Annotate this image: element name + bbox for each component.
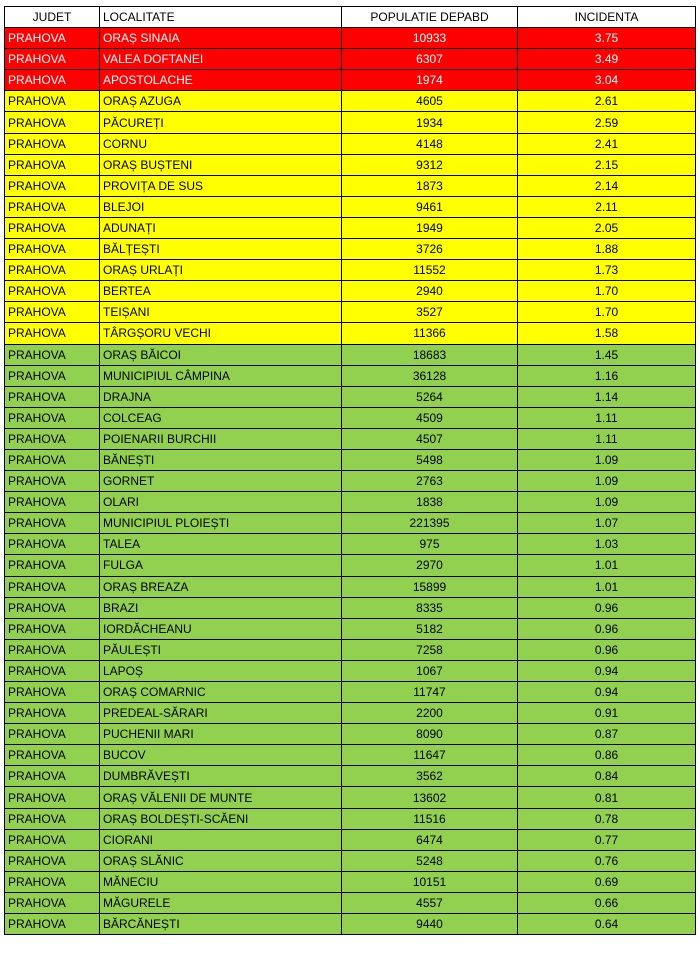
table-row — [5, 766, 696, 787]
cell-incidenta[interactable]: 1.58 — [518, 323, 696, 344]
cell-judet[interactable]: PRAHOVA — [5, 365, 100, 386]
cell-localitate[interactable]: ORAȘ AZUGA — [100, 91, 342, 112]
cell-localitate[interactable]: MUNICIPIUL PLOIEȘTI — [100, 513, 342, 534]
cell-localitate[interactable]: ORAȘ VĂLENII DE MUNTE — [100, 787, 342, 808]
cell-judet[interactable]: PRAHOVA — [5, 49, 100, 70]
cell-localitate[interactable]: ORAȘ BOLDEȘTI-SCĂENI — [100, 808, 342, 829]
table-row — [5, 260, 696, 281]
table-row — [5, 217, 696, 238]
cell-incidenta[interactable]: 0.94 — [518, 682, 696, 703]
cell-localitate[interactable]: BĂRCĂNEȘTI — [100, 914, 342, 935]
cell-populatie[interactable]: 36128 — [342, 365, 518, 386]
cell-localitate[interactable]: TEIȘANI — [100, 302, 342, 323]
cell-localitate[interactable]: IORDĂCHEANU — [100, 618, 342, 639]
cell-localitate[interactable]: DRAJNA — [100, 386, 342, 407]
cell-judet[interactable]: PRAHOVA — [5, 302, 100, 323]
cell-populatie[interactable]: 11552 — [342, 260, 518, 281]
cell-incidenta[interactable]: 1.03 — [518, 534, 696, 555]
cell-populatie[interactable]: 3726 — [342, 239, 518, 260]
table-row — [5, 618, 696, 639]
table-row — [5, 49, 696, 70]
cell-incidenta[interactable]: 0.91 — [518, 703, 696, 724]
table-row — [5, 239, 696, 260]
cell-localitate[interactable]: OLARI — [100, 492, 342, 513]
cell-judet[interactable]: PRAHOVA — [5, 787, 100, 808]
cell-judet[interactable]: PRAHOVA — [5, 449, 100, 470]
cell-populatie[interactable]: 8090 — [342, 724, 518, 745]
table-row — [5, 175, 696, 196]
cell-populatie[interactable]: 975 — [342, 534, 518, 555]
header-judet[interactable]: JUDET — [5, 7, 100, 28]
cell-localitate[interactable]: BUCOV — [100, 745, 342, 766]
cell-localitate[interactable]: LAPOȘ — [100, 660, 342, 681]
cell-localitate[interactable]: PROVIȚA DE SUS — [100, 175, 342, 196]
cell-judet[interactable]: PRAHOVA — [5, 386, 100, 407]
cell-localitate[interactable]: BRAZI — [100, 597, 342, 618]
cell-incidenta[interactable]: 0.96 — [518, 639, 696, 660]
cell-incidenta[interactable]: 1.11 — [518, 428, 696, 449]
cell-incidenta[interactable]: 1.14 — [518, 386, 696, 407]
cell-localitate[interactable]: MĂGURELE — [100, 892, 342, 913]
cell-localitate[interactable]: ADUNAȚI — [100, 217, 342, 238]
cell-localitate[interactable]: BLEJOI — [100, 196, 342, 217]
table-row — [5, 682, 696, 703]
cell-incidenta[interactable]: 0.76 — [518, 850, 696, 871]
incidence-table — [4, 6, 696, 935]
cell-populatie[interactable]: 221395 — [342, 513, 518, 534]
cell-populatie[interactable]: 9461 — [342, 196, 518, 217]
cell-judet[interactable]: PRAHOVA — [5, 112, 100, 133]
table-row — [5, 91, 696, 112]
cell-localitate[interactable]: TÂRGȘORU VECHI — [100, 323, 342, 344]
header-localitate[interactable]: LOCALITATE — [100, 7, 342, 28]
cell-localitate[interactable]: PĂULEȘTI — [100, 639, 342, 660]
cell-populatie[interactable]: 3562 — [342, 766, 518, 787]
table-row — [5, 449, 696, 470]
cell-incidenta[interactable]: 0.96 — [518, 618, 696, 639]
cell-incidenta[interactable]: 1.73 — [518, 260, 696, 281]
cell-judet[interactable]: PRAHOVA — [5, 534, 100, 555]
cell-judet[interactable]: PRAHOVA — [5, 471, 100, 492]
table-row — [5, 365, 696, 386]
cell-populatie[interactable]: 10933 — [342, 28, 518, 49]
cell-populatie[interactable]: 4148 — [342, 133, 518, 154]
cell-populatie[interactable]: 11747 — [342, 682, 518, 703]
table-row — [5, 576, 696, 597]
cell-judet[interactable]: PRAHOVA — [5, 260, 100, 281]
table-row — [5, 892, 696, 913]
cell-incidenta[interactable]: 1.01 — [518, 576, 696, 597]
cell-populatie[interactable]: 1949 — [342, 217, 518, 238]
cell-incidenta[interactable]: 3.75 — [518, 28, 696, 49]
cell-judet[interactable]: PRAHOVA — [5, 28, 100, 49]
cell-populatie[interactable]: 1974 — [342, 70, 518, 91]
cell-localitate[interactable]: ORAȘ BĂICOI — [100, 344, 342, 365]
cell-incidenta[interactable]: 0.96 — [518, 597, 696, 618]
cell-judet[interactable]: PRAHOVA — [5, 323, 100, 344]
cell-judet[interactable]: PRAHOVA — [5, 892, 100, 913]
cell-incidenta[interactable]: 0.81 — [518, 787, 696, 808]
cell-incidenta[interactable]: 1.09 — [518, 449, 696, 470]
cell-judet[interactable]: PRAHOVA — [5, 766, 100, 787]
cell-incidenta[interactable]: 1.70 — [518, 302, 696, 323]
cell-populatie[interactable]: 4507 — [342, 428, 518, 449]
cell-judet[interactable]: PRAHOVA — [5, 576, 100, 597]
cell-judet[interactable]: PRAHOVA — [5, 618, 100, 639]
cell-judet[interactable]: PRAHOVA — [5, 196, 100, 217]
cell-judet[interactable]: PRAHOVA — [5, 91, 100, 112]
cell-incidenta[interactable]: 1.07 — [518, 513, 696, 534]
cell-incidenta[interactable]: 2.61 — [518, 91, 696, 112]
cell-incidenta[interactable]: 1.70 — [518, 281, 696, 302]
cell-localitate[interactable]: ORAȘ SLĂNIC — [100, 850, 342, 871]
cell-judet[interactable]: PRAHOVA — [5, 703, 100, 724]
table-row — [5, 70, 696, 91]
cell-judet[interactable]: PRAHOVA — [5, 175, 100, 196]
table-row — [5, 302, 696, 323]
header-populatie[interactable]: POPULATIE DEPABD — [342, 7, 518, 28]
cell-incidenta[interactable]: 0.78 — [518, 808, 696, 829]
table-row — [5, 492, 696, 513]
cell-incidenta[interactable]: 0.94 — [518, 660, 696, 681]
cell-judet[interactable]: PRAHOVA — [5, 682, 100, 703]
cell-incidenta[interactable]: 2.15 — [518, 154, 696, 175]
cell-localitate[interactable]: PREDEAL-SĂRARI — [100, 703, 342, 724]
cell-localitate[interactable]: BĂNEȘTI — [100, 449, 342, 470]
cell-localitate[interactable]: ORAȘ COMARNIC — [100, 682, 342, 703]
cell-judet[interactable]: PRAHOVA — [5, 745, 100, 766]
cell-localitate[interactable]: BERTEA — [100, 281, 342, 302]
cell-judet[interactable]: PRAHOVA — [5, 70, 100, 91]
cell-populatie[interactable]: 3527 — [342, 302, 518, 323]
cell-populatie[interactable]: 1873 — [342, 175, 518, 196]
header-row — [5, 7, 696, 28]
cell-localitate[interactable]: ORAȘ SINAIA — [100, 28, 342, 49]
cell-incidenta[interactable]: 1.09 — [518, 492, 696, 513]
cell-incidenta[interactable]: 2.05 — [518, 217, 696, 238]
cell-incidenta[interactable]: 0.77 — [518, 829, 696, 850]
table-row — [5, 660, 696, 681]
cell-localitate[interactable]: ORAȘ URLAȚI — [100, 260, 342, 281]
cell-localitate[interactable]: MĂNECIU — [100, 871, 342, 892]
table-row — [5, 871, 696, 892]
cell-incidenta[interactable]: 2.41 — [518, 133, 696, 154]
cell-populatie[interactable]: 2970 — [342, 555, 518, 576]
cell-incidenta[interactable]: 1.45 — [518, 344, 696, 365]
table-row — [5, 555, 696, 576]
cell-populatie[interactable]: 18683 — [342, 344, 518, 365]
table-body — [5, 28, 696, 935]
cell-populatie[interactable]: 9440 — [342, 914, 518, 935]
cell-judet[interactable]: PRAHOVA — [5, 871, 100, 892]
cell-incidenta[interactable]: 1.01 — [518, 555, 696, 576]
cell-populatie[interactable]: 4509 — [342, 407, 518, 428]
table-row — [5, 639, 696, 660]
cell-incidenta[interactable]: 1.11 — [518, 407, 696, 428]
cell-populatie[interactable]: 5248 — [342, 850, 518, 871]
table-row — [5, 112, 696, 133]
cell-judet[interactable]: PRAHOVA — [5, 154, 100, 175]
table-row — [5, 787, 696, 808]
cell-populatie[interactable]: 11516 — [342, 808, 518, 829]
cell-judet[interactable]: PRAHOVA — [5, 808, 100, 829]
table-row — [5, 154, 696, 175]
cell-localitate[interactable]: PĂCUREȚI — [100, 112, 342, 133]
table-row — [5, 914, 696, 935]
cell-judet[interactable]: PRAHOVA — [5, 914, 100, 935]
table-row — [5, 850, 696, 871]
cell-populatie[interactable]: 4557 — [342, 892, 518, 913]
cell-judet[interactable]: PRAHOVA — [5, 492, 100, 513]
table-row — [5, 703, 696, 724]
cell-incidenta[interactable]: 1.16 — [518, 365, 696, 386]
table-row — [5, 344, 696, 365]
cell-judet[interactable]: PRAHOVA — [5, 428, 100, 449]
table-row — [5, 323, 696, 344]
cell-populatie[interactable]: 2200 — [342, 703, 518, 724]
table-row — [5, 407, 696, 428]
table-row — [5, 428, 696, 449]
cell-localitate[interactable]: BĂLȚEȘTI — [100, 239, 342, 260]
cell-localitate[interactable]: CORNU — [100, 133, 342, 154]
table-row — [5, 745, 696, 766]
cell-populatie[interactable]: 7258 — [342, 639, 518, 660]
cell-populatie[interactable]: 6307 — [342, 49, 518, 70]
cell-populatie[interactable]: 1067 — [342, 660, 518, 681]
table-row — [5, 133, 696, 154]
cell-judet[interactable]: PRAHOVA — [5, 829, 100, 850]
cell-localitate[interactable]: ORAȘ BUȘTENI — [100, 154, 342, 175]
table-row — [5, 597, 696, 618]
table-row — [5, 513, 696, 534]
cell-judet[interactable]: PRAHOVA — [5, 639, 100, 660]
cell-localitate[interactable]: DUMBRĂVEȘTI — [100, 766, 342, 787]
cell-populatie[interactable]: 4605 — [342, 91, 518, 112]
cell-populatie[interactable]: 8335 — [342, 597, 518, 618]
cell-populatie[interactable]: 1934 — [342, 112, 518, 133]
cell-incidenta[interactable]: 1.88 — [518, 239, 696, 260]
cell-judet[interactable]: PRAHOVA — [5, 344, 100, 365]
cell-incidenta[interactable]: 2.11 — [518, 196, 696, 217]
table-row — [5, 281, 696, 302]
cell-incidenta[interactable]: 2.59 — [518, 112, 696, 133]
cell-populatie[interactable]: 13602 — [342, 787, 518, 808]
cell-populatie[interactable]: 11647 — [342, 745, 518, 766]
cell-judet[interactable]: PRAHOVA — [5, 281, 100, 302]
table-row — [5, 196, 696, 217]
header-incidenta[interactable]: INCIDENTA — [518, 7, 696, 28]
table-row — [5, 471, 696, 492]
cell-populatie[interactable]: 10151 — [342, 871, 518, 892]
cell-populatie[interactable]: 11366 — [342, 323, 518, 344]
cell-judet[interactable]: PRAHOVA — [5, 133, 100, 154]
cell-judet[interactable]: PRAHOVA — [5, 239, 100, 260]
cell-populatie[interactable]: 5182 — [342, 618, 518, 639]
cell-populatie[interactable]: 6474 — [342, 829, 518, 850]
cell-incidenta[interactable]: 0.69 — [518, 871, 696, 892]
table-row — [5, 386, 696, 407]
cell-localitate[interactable]: PUCHENII MARI — [100, 724, 342, 745]
table-row — [5, 829, 696, 850]
cell-judet[interactable]: PRAHOVA — [5, 850, 100, 871]
cell-localitate[interactable]: TALEA — [100, 534, 342, 555]
cell-populatie[interactable]: 2940 — [342, 281, 518, 302]
table-row — [5, 534, 696, 555]
cell-localitate[interactable]: GORNET — [100, 471, 342, 492]
cell-localitate[interactable]: FULGA — [100, 555, 342, 576]
cell-judet[interactable]: PRAHOVA — [5, 660, 100, 681]
cell-judet[interactable]: PRAHOVA — [5, 217, 100, 238]
cell-populatie[interactable]: 5264 — [342, 386, 518, 407]
cell-incidenta[interactable]: 0.64 — [518, 914, 696, 935]
cell-localitate[interactable]: COLCEAG — [100, 407, 342, 428]
cell-incidenta[interactable]: 0.86 — [518, 745, 696, 766]
cell-judet[interactable]: PRAHOVA — [5, 724, 100, 745]
cell-incidenta[interactable]: 0.84 — [518, 766, 696, 787]
table-row — [5, 28, 696, 49]
cell-incidenta[interactable]: 0.66 — [518, 892, 696, 913]
cell-incidenta[interactable]: 0.87 — [518, 724, 696, 745]
cell-localitate[interactable]: VALEA DOFTANEI — [100, 49, 342, 70]
cell-judet[interactable]: PRAHOVA — [5, 555, 100, 576]
cell-incidenta[interactable]: 1.09 — [518, 471, 696, 492]
cell-judet[interactable]: PRAHOVA — [5, 407, 100, 428]
cell-populatie[interactable]: 2763 — [342, 471, 518, 492]
cell-judet[interactable]: PRAHOVA — [5, 513, 100, 534]
cell-localitate[interactable]: MUNICIPIUL CÂMPINA — [100, 365, 342, 386]
cell-localitate[interactable]: APOSTOLACHE — [100, 70, 342, 91]
cell-judet[interactable]: PRAHOVA — [5, 597, 100, 618]
cell-populatie[interactable]: 15899 — [342, 576, 518, 597]
cell-populatie[interactable]: 9312 — [342, 154, 518, 175]
cell-localitate[interactable]: CIORANI — [100, 829, 342, 850]
cell-populatie[interactable]: 1838 — [342, 492, 518, 513]
table-row — [5, 724, 696, 745]
cell-incidenta[interactable]: 3.04 — [518, 70, 696, 91]
cell-incidenta[interactable]: 3.49 — [518, 49, 696, 70]
cell-localitate[interactable]: ORAȘ BREAZA — [100, 576, 342, 597]
cell-localitate[interactable]: POIENARII BURCHII — [100, 428, 342, 449]
cell-populatie[interactable]: 5498 — [342, 449, 518, 470]
cell-incidenta[interactable]: 2.14 — [518, 175, 696, 196]
table-row — [5, 808, 696, 829]
